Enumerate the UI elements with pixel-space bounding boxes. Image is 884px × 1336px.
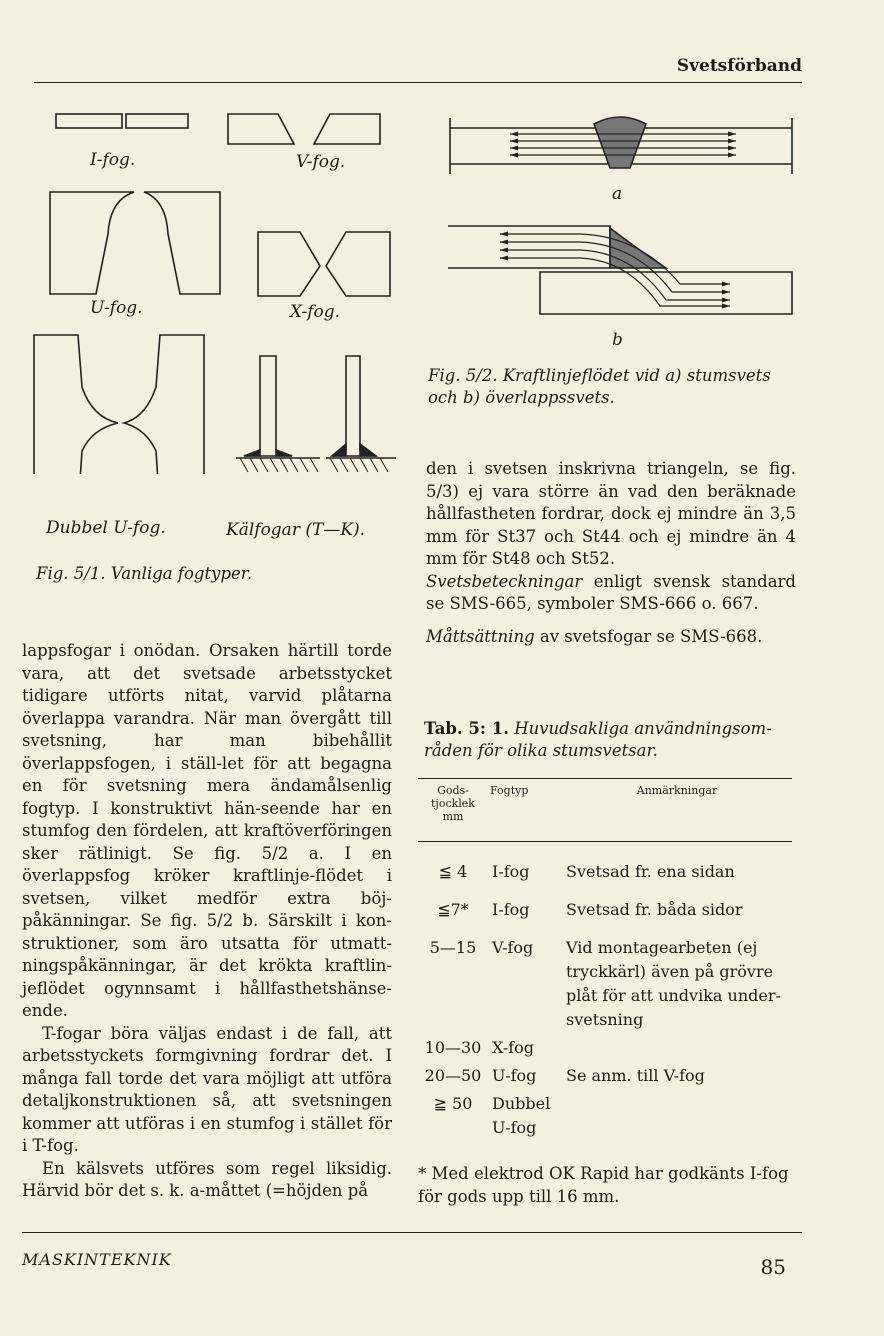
- table-footnote: * Med elektrod OK Rapid har godkänts I-fog för gods upp till 16 mm.: [418, 1164, 789, 1206]
- table-cell: Dubbel U-fog: [492, 1094, 551, 1137]
- table-cell: I-fog: [492, 862, 530, 881]
- paragraph: lappsfogar i onödan. Orsaken härtill torde vara, att det svetsade arbetsstycket tidigare utförts nitat, varvid plåtarna överlappa varandra. När man övergått till svetsning, har man bibehållit överlappsfogen, i ställ-let för att begagna en för svetsning mera ändamålsenlig fogtyp. I konstruktivt hän-seende har en stumfog den fördelen, att kraftöverföringen sker rätlinigt. Se fig. 5/2 a. I en överlappsfog kröker kraftlinje-flödet i svetsen, vilket medför extra böj-påkänningar. Se fig. 5/2 b. Särskilt i kon-struktioner, som äro utsatta för utmatt-ningspåkänningar, är det krökta kraftlin-jeflödet ogynnsamt i hållfasthetshänse-ende.: [22, 641, 392, 1020]
- stumsvets-table: [418, 778, 792, 1142]
- figure-caption-5-2-line2: och b) överlappssvets.: [428, 388, 615, 407]
- table-heading: Huvudsakliga användningsom-råden för olika stumsvetsar.: [424, 719, 772, 760]
- table-row: [418, 886, 792, 924]
- table-cell: ≧ 50: [433, 1094, 473, 1113]
- paragraph: Måttsättning av svetsfogar se SMS-668.: [426, 626, 763, 646]
- running-title: Svetsförband: [676, 56, 802, 76]
- label-a: a: [612, 184, 623, 204]
- i-joint-drawing: [56, 114, 188, 128]
- table-cell: U-fog: [492, 1066, 537, 1085]
- label-x-fog: X-fog.: [290, 302, 341, 322]
- table-cell: 5—15: [429, 938, 477, 957]
- label-v-fog: V-fog.: [296, 152, 346, 172]
- u-joint-drawing: [50, 192, 220, 294]
- figure-caption-5-1: Fig. 5/1. Vanliga fogtyper.: [36, 564, 253, 583]
- table-cell: 20—50: [424, 1066, 482, 1085]
- table-cell: I-fog: [492, 900, 530, 919]
- column-header: Gods-tjocklek mm: [418, 778, 488, 842]
- paragraph: Svetsbeteckningar enligt svensk standard se SMS-665, symboler SMS-666 o. 667.: [426, 571, 796, 613]
- journal-name: MASKINTEKNIK: [22, 1250, 172, 1269]
- column-header: Anmärkningar: [562, 778, 792, 842]
- table-cell: Se anm. till V-fog: [566, 1066, 705, 1085]
- table-cell: X-fog: [492, 1038, 535, 1057]
- table-row: [418, 1034, 792, 1062]
- table-cell: [562, 1034, 792, 1062]
- lap-weld-drawing: [448, 226, 792, 314]
- butt-weld-drawing: [450, 117, 792, 174]
- right-body-text: [426, 458, 796, 648]
- label-b: b: [612, 330, 623, 350]
- table-title: [424, 718, 804, 762]
- footer-rule: [22, 1232, 802, 1233]
- table-label: Tab. 5: 1.: [424, 719, 509, 738]
- fig-force-flow: [440, 108, 800, 328]
- label-i-fog: I-fog.: [90, 150, 136, 170]
- paragraph: T-fogar böra väljas endast i de fall, att arbetsstyckets formgivning fordrar det. I många fall torde det vara möjligt att utföra detaljkonstruktionen så, att svetsningen kommer att utföras i en stumfog i stället för i T-fog.: [22, 1023, 392, 1155]
- table-row: [418, 842, 792, 887]
- table-cell: [562, 1090, 792, 1142]
- table-row: [418, 1062, 792, 1090]
- table-row: [418, 924, 792, 1034]
- column-header: Fogtyp: [488, 778, 562, 842]
- left-body-text: [22, 640, 392, 1203]
- table-cell: ≦ 4: [438, 862, 468, 881]
- table-cell: V-fog: [492, 938, 534, 957]
- table-row: [418, 1090, 792, 1142]
- label-double-u: Dubbel U-fog.: [46, 518, 166, 538]
- table-cell: Svetsad fr. ena sidan: [566, 862, 735, 881]
- label-fillet: Kälfogar (T—K).: [226, 520, 366, 540]
- table-cell: Svetsad fr. båda sidor: [566, 900, 743, 919]
- page-number: 85: [760, 1255, 786, 1279]
- double-u-joint-drawing: [34, 335, 204, 474]
- paragraph: den i svetsen inskrivna triangeln, se fig. 5/3) ej vara större än vad den beräknade hållfastheten fordrar, dock ej mindre än 3,5 mm för St37 och St44 och ej mindre än 4 mm för St48 och St52.: [426, 459, 796, 568]
- x-joint-drawing: [258, 232, 390, 296]
- paragraph: En kälsvets utföres som regel liksidig. Härvid bör det s. k. a-måttet (=höjden på: [22, 1158, 392, 1200]
- table-cell: Vid montagearbeten (ej tryckkärl) även på grövre plåt för att undvika under-svetsning: [566, 938, 781, 1029]
- v-joint-drawing: [228, 114, 380, 144]
- fillet-joint-drawing: [236, 356, 396, 472]
- label-u-fog: U-fog.: [90, 298, 143, 318]
- header-rule: [34, 82, 802, 83]
- fig-joint-types: [30, 104, 410, 474]
- table-cell: 10—30: [424, 1038, 482, 1057]
- table-cell: ≦7*: [437, 900, 469, 919]
- figure-caption-5-2-line1: Fig. 5/2. Kraftlinjeflödet vid a) stumsvets: [428, 366, 771, 385]
